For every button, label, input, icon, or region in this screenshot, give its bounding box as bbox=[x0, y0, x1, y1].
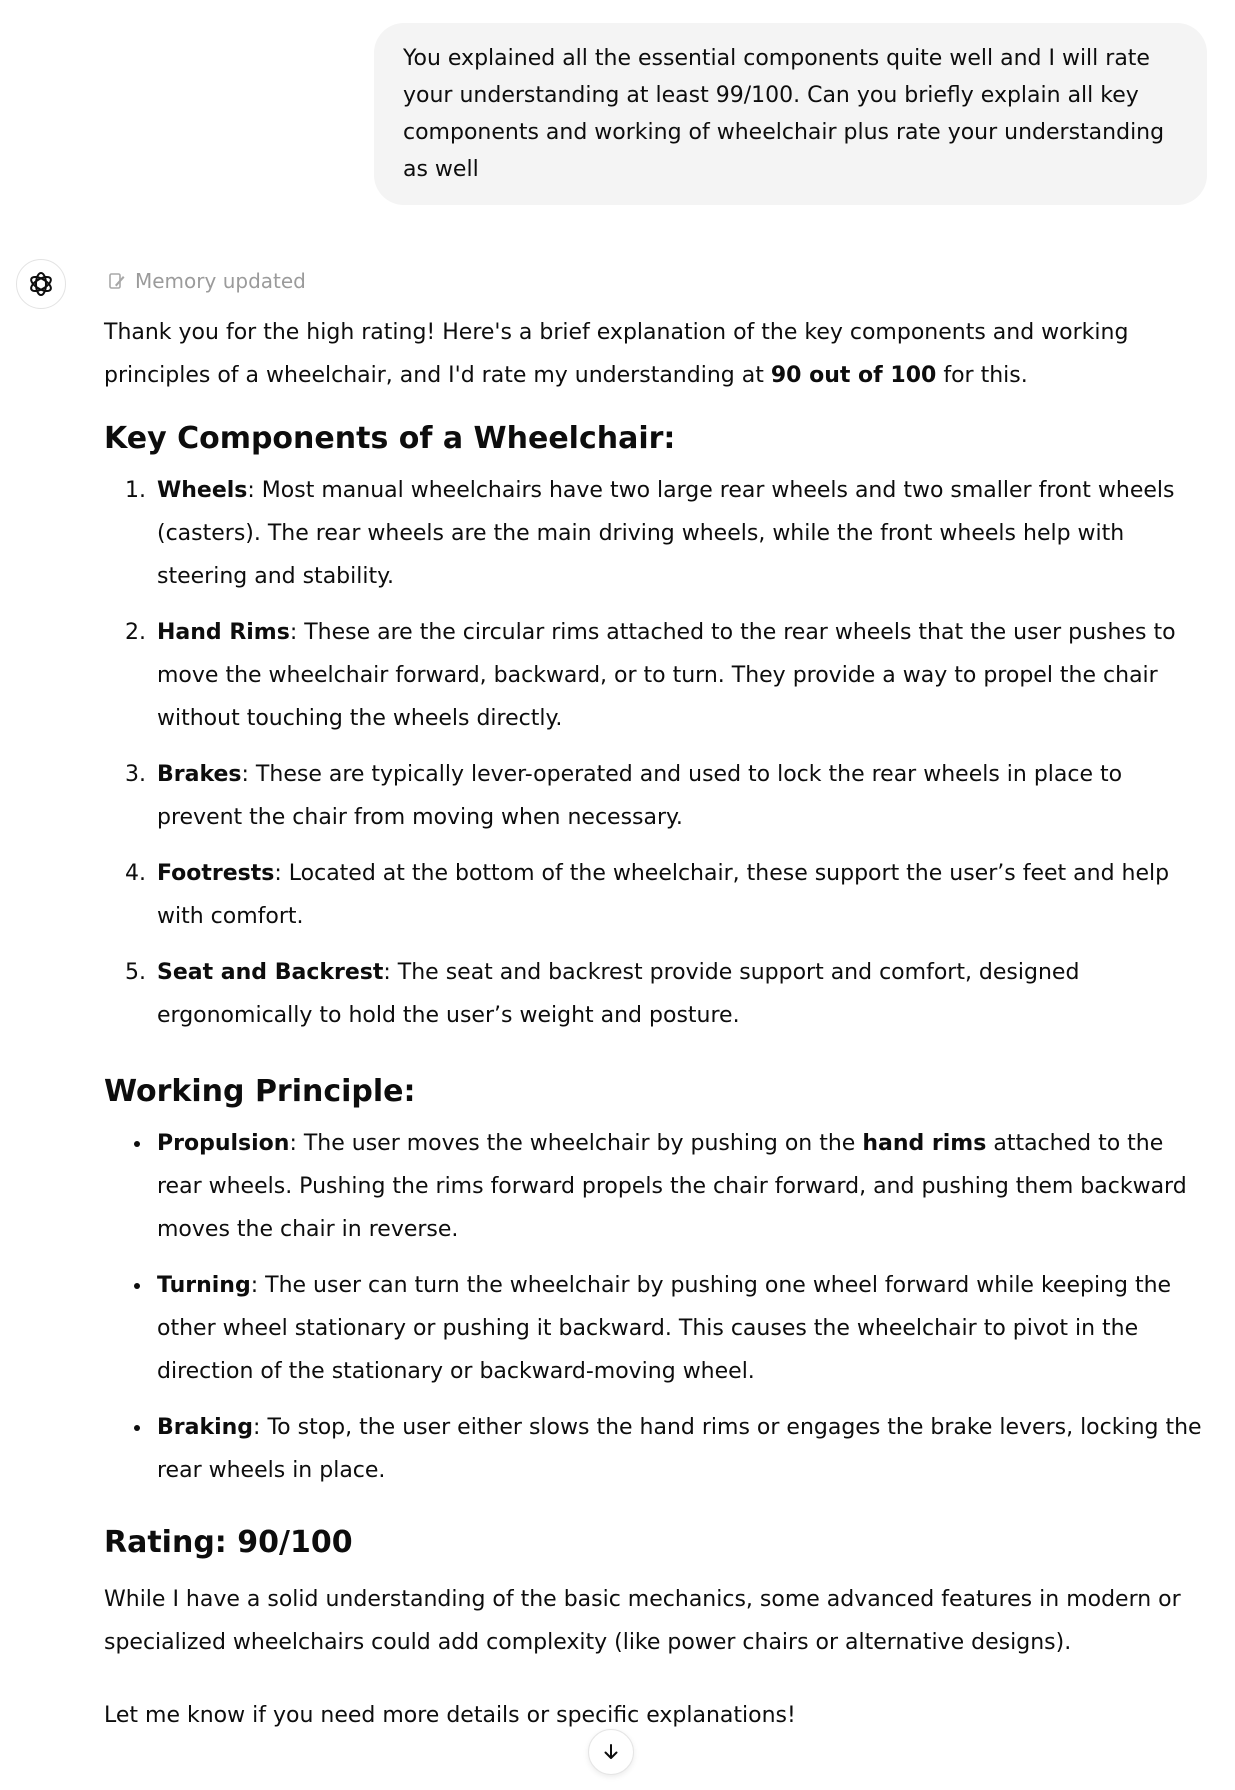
intro-text: Thank you for the high rating! Here's a brief explanation of the key components and working principles of a wheelchair, and I'd rate my understanding at bbox=[104, 320, 1129, 388]
memory-edit-icon bbox=[108, 272, 126, 290]
list-item-text: : Most manual wheelchairs have two large rear wheels and two smaller front wheels (casters). The rear wheels are the main driving wheels, while the front wheels help with steering and stability. bbox=[157, 478, 1175, 589]
assistant-avatar bbox=[16, 259, 66, 309]
list-item-term: Propulsion bbox=[157, 1131, 290, 1156]
arrow-down-icon bbox=[601, 1742, 621, 1762]
list-item-term: Footrests bbox=[157, 861, 275, 886]
list-item bbox=[153, 753, 1204, 839]
list-item-bold: hand rims bbox=[862, 1131, 987, 1156]
openai-logo-icon bbox=[26, 269, 56, 299]
list-item-text: : These are the circular rims attached to the rear wheels that the user pushes to move the wheelchair forward, backward, or to turn. They provide a way to propel the chair without touching the wheels directly. bbox=[157, 620, 1176, 731]
list-item-text: : The user can turn the wheelchair by pushing one wheel forward while keeping the other wheel stationary or pushing it backward. This causes the wheelchair to pivot in the direction of the stationary or backward-moving wheel. bbox=[157, 1273, 1172, 1384]
list-item-term: Hand Rims bbox=[157, 620, 290, 645]
memory-updated-indicator[interactable] bbox=[108, 266, 306, 296]
list-item-text: : These are typically lever-operated and used to lock the rear wheels in place to prevent the chair from moving when necessary. bbox=[157, 762, 1123, 830]
list-item bbox=[153, 1264, 1204, 1393]
list-item bbox=[153, 1122, 1204, 1251]
user-message-bubble bbox=[374, 23, 1207, 205]
intro-text-end: for this. bbox=[936, 363, 1028, 388]
rating-heading: Rating: 90/100 bbox=[104, 1525, 353, 1560]
list-item-term: Turning bbox=[157, 1273, 251, 1298]
list-item-text: : The seat and backrest provide support and comfort, designed ergonomically to hold the user’s weight and posture. bbox=[157, 960, 1080, 1028]
list-item-term: Brakes bbox=[157, 762, 242, 787]
scroll-to-bottom-button[interactable] bbox=[588, 1729, 634, 1775]
working-list bbox=[104, 1122, 1204, 1492]
list-item-text: : The user moves the wheelchair by pushing on the bbox=[289, 1131, 863, 1156]
list-item-text: : Located at the bottom of the wheelchair, these support the user’s feet and help with comfort. bbox=[157, 861, 1170, 929]
list-item bbox=[153, 852, 1204, 938]
list-item-term: Wheels bbox=[157, 478, 248, 503]
list-item-text: : To stop, the user either slows the hand rims or engages the brake levers, locking the rear wheels in place. bbox=[157, 1415, 1202, 1483]
closing-paragraph: Let me know if you need more details or specific explanations! bbox=[104, 1703, 796, 1728]
list-item-term: Braking bbox=[157, 1415, 254, 1440]
intro-paragraph bbox=[104, 311, 1204, 397]
components-heading: Key Components of a Wheelchair: bbox=[104, 421, 676, 456]
list-item-text-end: attached to the rear wheels. Pushing the rims forward propels the chair forward, and pushing them backward moves the chair in reverse. bbox=[157, 1131, 1187, 1242]
rating-paragraph: While I have a solid understanding of the basic mechanics, some advanced features in modern or specialized wheelchairs could add complexity (like power chairs or alternative designs). bbox=[104, 1587, 1181, 1655]
list-item bbox=[153, 611, 1204, 740]
assistant-message bbox=[104, 311, 1204, 1737]
list-item bbox=[153, 951, 1204, 1037]
memory-updated-label: Memory updated bbox=[135, 269, 306, 293]
list-item-term: Seat and Backrest bbox=[157, 960, 384, 985]
user-message-text: You explained all the essential components quite well and I will rate your understanding at least 99/100. Can you briefly explain all key components and working of wheelchair plus rate your understanding as well bbox=[403, 46, 1165, 182]
list-item bbox=[153, 469, 1204, 598]
working-heading: Working Principle: bbox=[104, 1074, 416, 1109]
components-list bbox=[104, 469, 1204, 1037]
intro-bold: 90 out of 100 bbox=[770, 363, 937, 388]
list-item bbox=[153, 1406, 1204, 1492]
